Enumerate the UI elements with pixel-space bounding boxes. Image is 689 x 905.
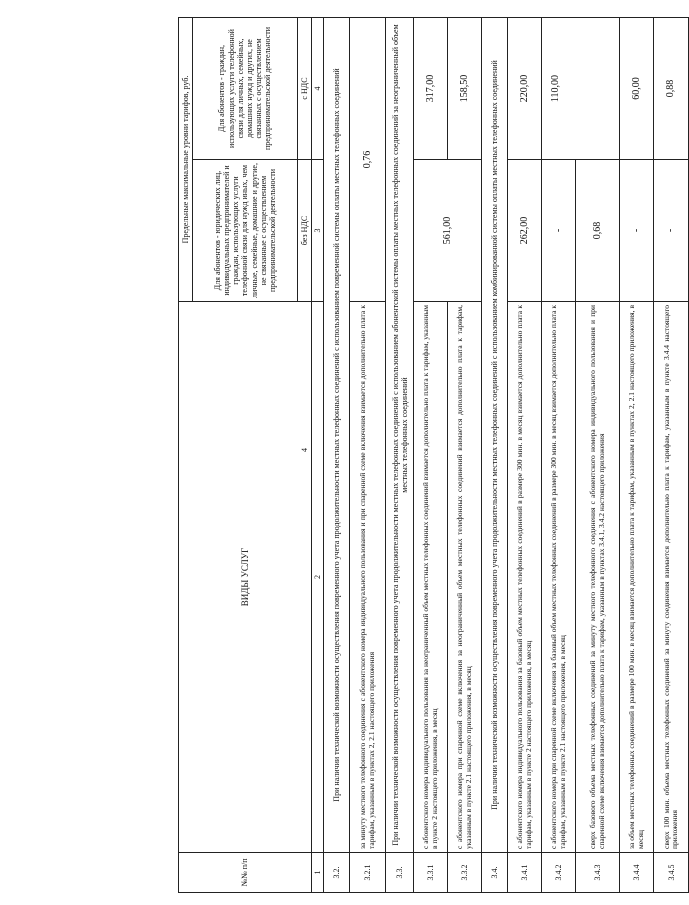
tariff-value: 110,00	[542, 18, 620, 160]
header-with-vat: с НДС	[298, 18, 312, 160]
row-number: 3.4.4	[620, 853, 654, 893]
row-number: 3.3.2	[448, 853, 482, 893]
row-number: 3.3.1	[414, 853, 448, 893]
row-number: 3.2.1	[350, 853, 386, 893]
row-number: 3.3.	[386, 853, 414, 893]
service-description: за объем местных телефонных соединений в размере 100 мин. в месяц взимается дополнительно плата к тарифам, указанным в пунктах 2, 2.1 настоящего приложения, в месяц	[620, 302, 654, 853]
service-description: с абонентского номера при спаренной схеме включения за неограниченный объем местных телефонных соединений взимается дополнительно плата к тарифам, указанным в пункте 2.1 настоящего приложения, в месяц	[448, 302, 482, 853]
tariff-value: 0,68	[576, 160, 620, 302]
page-number: 4	[300, 448, 309, 452]
row-number: 3.4.	[482, 853, 508, 893]
header-citizens: Для абонентов - граждан, использующих услуги телефонной связи для личных, семейных, домашних нужд и других, не связанных с осуществлением предпринимательской деятельности	[193, 18, 298, 160]
tariff-value: 220,00	[508, 18, 542, 160]
row-number: 3.4.3	[576, 853, 620, 893]
header-without-vat: без НДС	[298, 160, 312, 302]
tariff-table	[178, 17, 689, 893]
tariff-value: 158,50	[448, 18, 482, 160]
tariff-value: 60,00	[620, 18, 654, 160]
service-description: с абонентского номера при спаренной схеме включения за базовый объем местных телефонных соединений в размере 300 мин. в месяц взимается дополнительно плата к тарифам, указанным в пункте 2.1 настоящего приложения, в месяц	[542, 302, 576, 853]
tariff-value: 0,76	[350, 18, 386, 302]
section-heading: При наличии технической возможности осуществления повременного учета продолжительности местных телефонных соединений с использованием комбинированной системы оплаты местных телефонных соединений	[482, 18, 508, 853]
index-cell: 4	[312, 18, 324, 160]
tariff-value: -	[654, 160, 689, 302]
tariff-value: -	[542, 160, 576, 302]
tariff-value: 317,00	[414, 18, 448, 160]
index-cell: 1	[312, 853, 324, 893]
row-number: 3.4.1	[508, 853, 542, 893]
header-legal-entities: Для абонентов - юридических лиц, индивидуальных предпринимателей и граждан, использующих услуги телефонной связи для нужд иных, чем личные, семейные, домашние и другие, не связанные с осуществлением предпринимательской деятельности	[193, 160, 298, 302]
index-cell: 3	[312, 160, 324, 302]
section-heading: При наличии технической возможности осуществления повременного учета продолжительности местных телефонных соединений с использованием абонентской системы оплаты местных телефонных соединений за неограниченный объем местных телефонных соединений	[386, 18, 414, 853]
row-number: 3.2.	[324, 853, 350, 893]
row-number: 3.4.2	[542, 853, 576, 893]
rotated-page	[178, 18, 680, 893]
tariff-value: -	[620, 160, 654, 302]
header-number: №№ п/п	[179, 853, 312, 893]
header-services: ВИДЫ УСЛУГ	[179, 302, 312, 853]
tariff-value: 561,00	[414, 160, 482, 302]
row-number: 3.4.5	[654, 853, 689, 893]
service-description: с абонентского номера индивидуального пользования за неограниченный объем местных телефонных соединений взимается дополнительно плата к тарифам, указанным в пункте 2 настоящего приложения, в месяц	[414, 302, 448, 853]
section-heading: При наличии технической возможности осуществления повременного учета продолжительности местных телефонных соединений с использованием повременной системы оплаты местных телефонных соединений	[324, 18, 350, 853]
service-description: сверх базового объема местных телефонных соединений за минуту местного телефонного соединения с абонентского номера индивидуального пользования и при спаренной схеме включения взимается дополнительно плата к тарифам, указанным в пунктах 3.4.1, 3.4.2 настоящего приложения	[576, 302, 620, 853]
tariff-value: 0,88	[654, 18, 689, 160]
tariff-value: 262,00	[508, 160, 542, 302]
index-cell: 2	[312, 302, 324, 853]
header-tariff-group: Предельные максимальные уровни тарифов, руб.	[179, 18, 193, 302]
service-description: сверх 100 мин. объема местных телефонных соединений за минуту соединения взимается дополнительно плата к тарифам, указанным в пункте 3.4.4 настоящего приложения	[654, 302, 689, 853]
service-description: с абонентского номера индивидуального пользования за базовый объем местных телефонных соединений в размере 300 мин. в месяц взимается дополнительно плата к тарифам, указанным в пункте 2 настоящего приложения, в месяц	[508, 302, 542, 853]
service-description: за минуту местного телефонного соединения с абонентского номера индивидуального пользования и при спаренной схеме включения взимается дополнительно плата к тарифам, указанным в пунктах 2, 2.1 настоящего приложения	[350, 302, 386, 853]
